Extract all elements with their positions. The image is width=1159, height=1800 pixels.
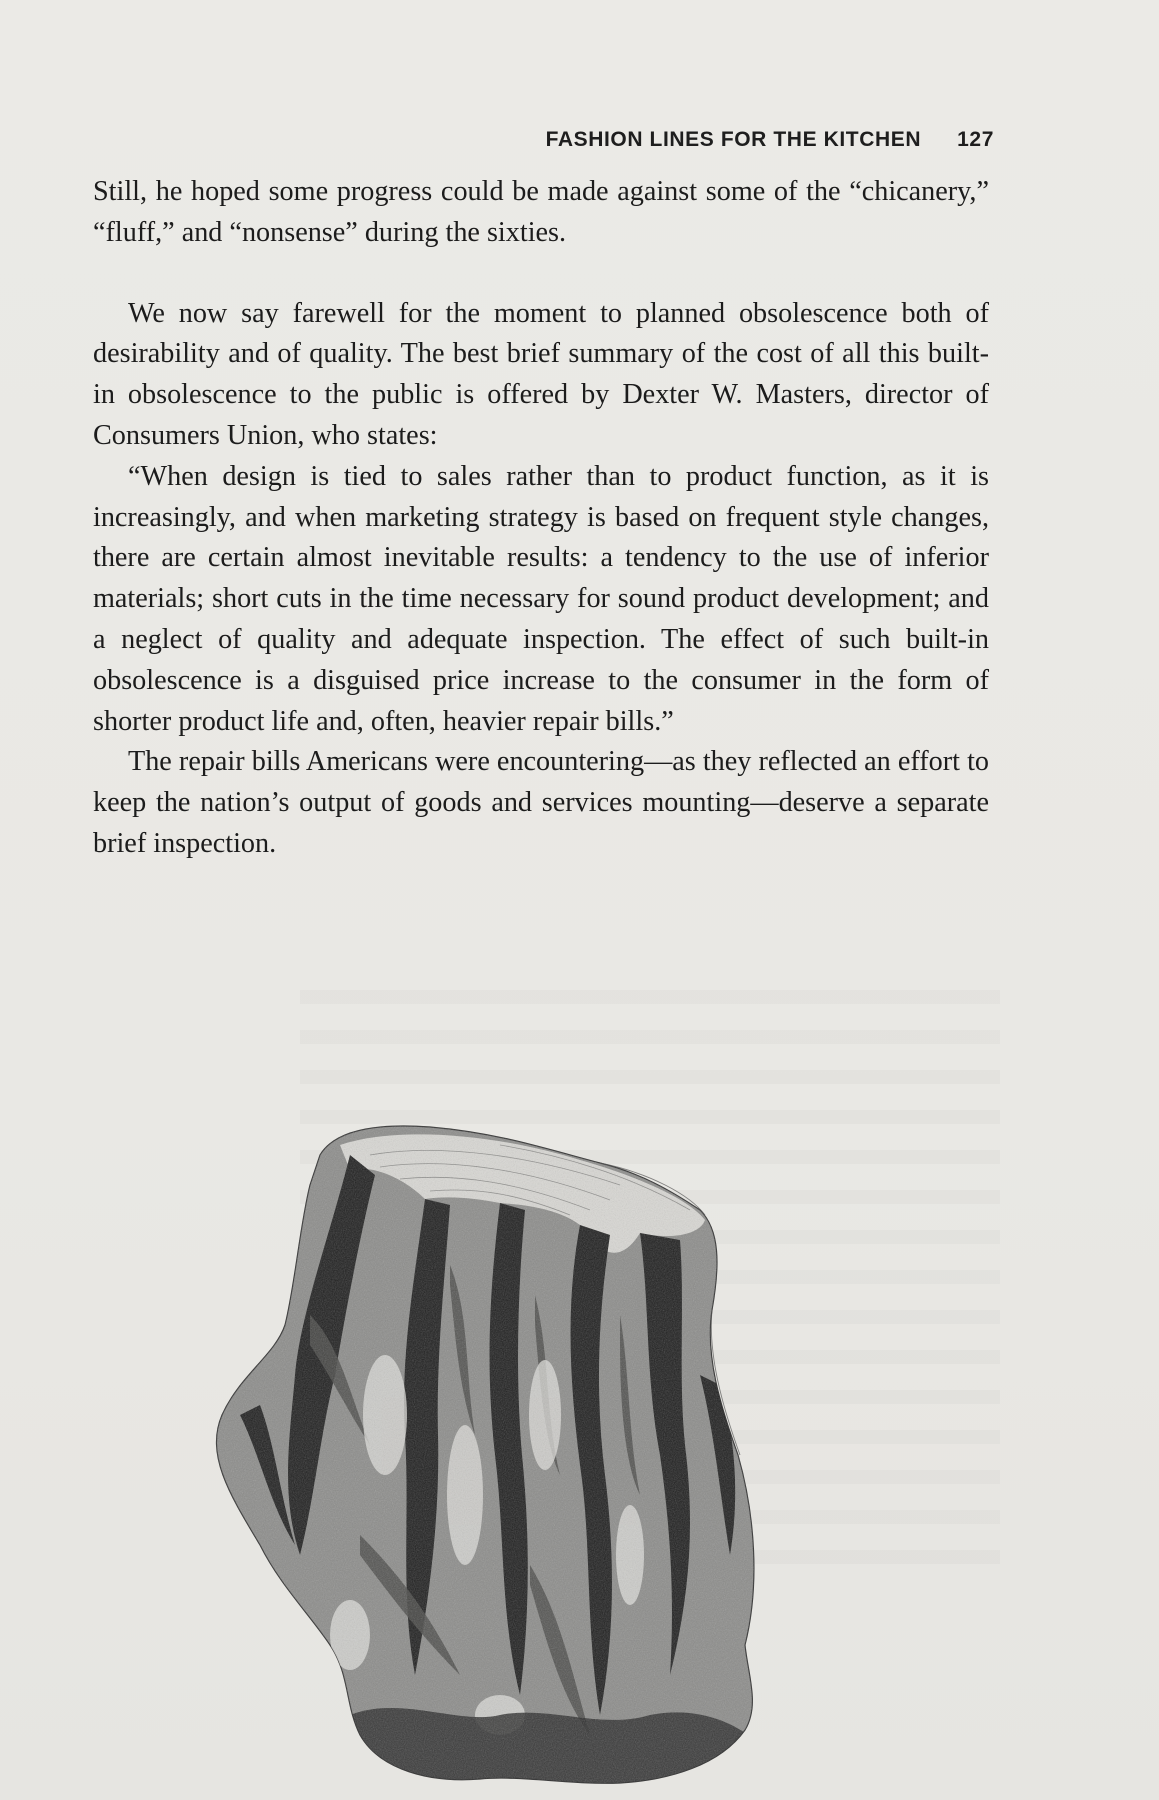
page-number: 127 [957, 128, 994, 151]
paragraph: We now say farewell for the moment to planned obsolescence both of desirability and of quality. The best brief summary of the cost of all this built-in obsolescence to the public is offered by Dexter W. Masters, director of Consumers Union, who states: [93, 297, 989, 451]
quotation-paragraph: “When design is tied to sales rather than to product function, as it is increasingly, and when marketing strategy is based on frequent style changes, there are certain almost inevitable results: a tendency to the use of inferior materials; short cuts in the time necessary for sound product development; and a neglect of quality and adequate inspection. The effect of such built-in obsolescence is a disguised price increase to the consumer in the form of shorter product life and, often, heavier repair bills.” [93, 460, 989, 737]
chapter-title: FASHION LINES FOR THE KITCHEN [545, 128, 922, 151]
paragraph: The repair bills Americans were encountering—as they reflected an effort to keep the nation’s output of goods and services mounting—deserve a separate brief inspection. [93, 746, 989, 859]
tree-stump-illustration [200, 1115, 890, 1800]
running-header [546, 128, 994, 152]
body-text [93, 172, 989, 865]
paragraph: Still, he hoped some progress could be made against some of the “chicanery,” “fluff,” and “nonsense” during the sixties. [93, 176, 989, 248]
